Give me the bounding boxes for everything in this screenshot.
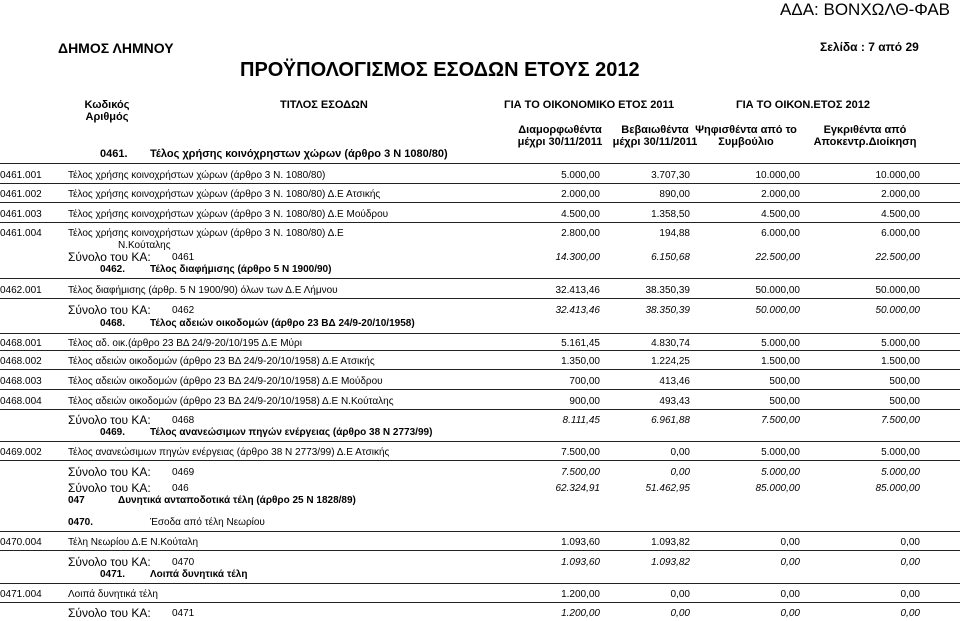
row-certified: 194,88 bbox=[659, 228, 690, 239]
total-label: Σύνολο του ΚΑ: bbox=[68, 250, 151, 264]
total-voted: 85.000,00 bbox=[755, 483, 800, 494]
row-divider bbox=[0, 183, 960, 184]
header-voted bbox=[686, 124, 806, 148]
total-label: Σύνολο του ΚΑ: bbox=[68, 481, 151, 495]
row-voted: 2.000,00 bbox=[761, 189, 800, 200]
group-title: Δυνητικά ανταποδοτικά τέλη (άρθρο 25 Ν 1828/89) bbox=[118, 495, 356, 506]
total-code: 0471 bbox=[172, 608, 195, 619]
total-code: 0469 bbox=[172, 467, 195, 478]
header-approved bbox=[805, 124, 925, 148]
row-divider bbox=[0, 550, 960, 551]
group-code: 0461. bbox=[100, 148, 128, 160]
header-certified-line1: Βεβαιωθέντα bbox=[621, 124, 689, 136]
row-description: Τέλη Νεωρίου Δ.Ε Ν.Κούταλη bbox=[68, 537, 199, 548]
row-divider bbox=[0, 409, 960, 410]
row-voted: 5.000,00 bbox=[761, 338, 800, 349]
row-code: 0470.004 bbox=[0, 537, 42, 548]
ada-code: ΑΔΑ: ΒΟΝΧΩΛΘ-ΦΑΒ bbox=[780, 0, 950, 19]
header-fy2011: ΓΙΑ ΤΟ ΟΙΚΟΝΟΜΙΚΟ ΕΤΟΣ 2011 bbox=[504, 99, 675, 111]
group-title: Τέλος ανανεώσιμων πηγών ενέργειας (άρθρο 38 Ν 2773/99) bbox=[150, 427, 433, 438]
row-approved: 10.000,00 bbox=[875, 170, 920, 181]
row-description: Τέλος χρήσης κοινοχρήστων χώρων (άρθρο 3 Ν. 1080/80) bbox=[68, 170, 326, 181]
total-certified: 51.462,95 bbox=[645, 483, 690, 494]
row-description: Τέλος αδειών οικοδομών (άρθρο 23 ΒΔ 24/9-20/10/1958) Δ.Ε Ατσικής bbox=[68, 356, 375, 367]
total-formed: 7.500,00 bbox=[561, 467, 600, 478]
row-certified: 493,43 bbox=[659, 396, 690, 407]
row-code: 0462.001 bbox=[0, 285, 42, 296]
row-divider bbox=[0, 350, 960, 351]
group-title: Τέλος διαφήμισης (άρθρο 5 Ν 1900/90) bbox=[150, 264, 332, 275]
total-certified: 38.350,39 bbox=[645, 305, 690, 316]
row-divider bbox=[0, 222, 960, 223]
header-voted-line2: Συμβούλιο bbox=[718, 136, 774, 148]
row-description: Τέλος χρήσης κοινοχρήστων χώρων (άρθρο 3 Ν. 1080/80) Δ.Ε bbox=[68, 228, 344, 239]
row-description: Τέλος ανανεώσιμων πηγών ενέργειας (άρθρο 38 Ν 2773/99) Δ.Ε Ατσικής bbox=[68, 447, 390, 458]
row-code: 0471.004 bbox=[0, 589, 42, 600]
row-formed: 4.500,00 bbox=[561, 209, 600, 220]
total-voted: 0,00 bbox=[780, 557, 800, 568]
row-description: Τέλος χρήσης κοινοχρήστων χώρων (άρθρο 3 Ν. 1080/80) Δ.Ε Μούδρου bbox=[68, 209, 389, 220]
total-approved: 50.000,00 bbox=[875, 305, 920, 316]
row-description: Τέλος αδειών οικοδομών (άρθρο 23 ΒΔ 24/9-20/10/1958) Δ.Ε Μούδρου bbox=[68, 376, 383, 387]
row-description: Τέλος διαφήμισης (άρθρ. 5 Ν 1900/90) όλων των Δ.Ε Λήμνου bbox=[68, 285, 338, 296]
row-certified: 1.093,82 bbox=[651, 537, 690, 548]
total-code: 0468 bbox=[172, 415, 195, 426]
row-certified: 890,00 bbox=[659, 189, 690, 200]
row-divider bbox=[0, 441, 960, 442]
total-certified: 6.150,68 bbox=[651, 252, 690, 263]
group-title: Τέλος αδειών οικοδομών (άρθρο 23 ΒΔ 24/9-20/10/1958) bbox=[150, 318, 415, 329]
row-approved: 0,00 bbox=[900, 537, 920, 548]
row-divider bbox=[0, 369, 960, 370]
row-voted: 6.000,00 bbox=[761, 228, 800, 239]
row-voted: 5.000,00 bbox=[761, 447, 800, 458]
row-certified: 1.224,25 bbox=[651, 356, 690, 367]
total-voted: 7.500,00 bbox=[761, 415, 800, 426]
row-code: 0468.004 bbox=[0, 396, 42, 407]
row-formed: 5.000,00 bbox=[561, 170, 600, 181]
group-title: Τέλος χρήσης κοινόχρηστων χώρων (άρθρο 3 Ν 1080/80) bbox=[150, 148, 448, 160]
row-description: Τέλος αδειών οικοδομών (άρθρο 23 ΒΔ 24/9-20/10/1958) Δ.Ε Ν.Κούταλης bbox=[68, 396, 394, 407]
total-approved: 0,00 bbox=[900, 557, 920, 568]
row-certified: 38.350,39 bbox=[645, 285, 690, 296]
total-approved: 5.000,00 bbox=[881, 467, 920, 478]
row-certified: 1.358,50 bbox=[651, 209, 690, 220]
row-divider bbox=[0, 298, 960, 299]
total-formed: 32.413,46 bbox=[555, 305, 600, 316]
row-description: Λοιπά δυνητικά τέλη bbox=[68, 589, 158, 600]
header-approved-line1: Εγκριθέντα από bbox=[823, 124, 907, 136]
total-label: Σύνολο του ΚΑ: bbox=[68, 606, 151, 620]
total-approved: 0,00 bbox=[900, 608, 920, 619]
total-approved: 22.500,00 bbox=[875, 252, 920, 263]
group-code: 0471. bbox=[100, 569, 126, 580]
total-certified: 1.093,82 bbox=[651, 557, 690, 568]
row-formed: 900,00 bbox=[569, 396, 600, 407]
total-label: Σύνολο του ΚΑ: bbox=[68, 555, 151, 569]
header-voted-line1: Ψηφισθέντα από το bbox=[695, 124, 797, 136]
group-code: 0462. bbox=[100, 264, 126, 275]
group-title: Λοιπά δυνητικά τέλη bbox=[150, 569, 248, 580]
group-code: 047 bbox=[68, 495, 85, 506]
row-certified: 4.830,74 bbox=[651, 338, 690, 349]
total-approved: 7.500,00 bbox=[881, 415, 920, 426]
row-divider bbox=[0, 602, 960, 603]
page-title: ΠΡΟΫΠΟΛΟΓΙΣΜΟΣ ΕΣΟΔΩΝ ΕΤΟΥΣ 2012 bbox=[240, 59, 640, 81]
header-formed-line2: μέχρι 30/11/2011 bbox=[517, 136, 603, 148]
row-description-continued: Ν.Κούταλης bbox=[118, 240, 171, 251]
row-formed: 1.350,00 bbox=[561, 356, 600, 367]
row-approved: 5.000,00 bbox=[881, 447, 920, 458]
row-voted: 0,00 bbox=[780, 537, 800, 548]
row-approved: 1.500,00 bbox=[881, 356, 920, 367]
total-label: Σύνολο του ΚΑ: bbox=[68, 413, 151, 427]
page-number: Σελίδα : 7 από 29 bbox=[820, 40, 919, 54]
row-formed: 7.500,00 bbox=[561, 447, 600, 458]
row-approved: 2.000,00 bbox=[881, 189, 920, 200]
total-formed: 8.111,45 bbox=[562, 415, 600, 426]
total-code: 0470 bbox=[172, 557, 195, 568]
row-divider bbox=[0, 278, 960, 279]
header-formed-line1: Διαμορφωθέντα bbox=[518, 124, 602, 136]
row-code: 0468.003 bbox=[0, 376, 42, 387]
row-approved: 4.500,00 bbox=[881, 209, 920, 220]
row-formed: 2.800,00 bbox=[561, 228, 600, 239]
total-formed: 1.200,00 bbox=[561, 608, 600, 619]
total-formed: 1.093,60 bbox=[561, 557, 600, 568]
row-voted: 10.000,00 bbox=[755, 170, 800, 181]
row-formed: 5.161,45 bbox=[561, 338, 600, 349]
total-code: 0462 bbox=[172, 305, 195, 316]
row-certified: 413,46 bbox=[659, 376, 690, 387]
header-formed bbox=[505, 124, 615, 148]
total-voted: 5.000,00 bbox=[761, 467, 800, 478]
total-voted: 50.000,00 bbox=[755, 305, 800, 316]
total-certified: 0,00 bbox=[670, 467, 690, 478]
group-code: 0468. bbox=[100, 318, 126, 329]
row-formed: 700,00 bbox=[569, 376, 600, 387]
row-approved: 0,00 bbox=[900, 589, 920, 600]
row-code: 0461.004 bbox=[0, 228, 42, 239]
total-voted: 22.500,00 bbox=[755, 252, 800, 263]
total-label: Σύνολο του ΚΑ: bbox=[68, 303, 151, 317]
header-code-line2: Αριθμός bbox=[85, 111, 129, 123]
row-description: Τέλος αδ. οικ.(άρθρο 23 ΒΔ 24/9-20/10/195 Δ.Ε Μύρι bbox=[68, 338, 302, 349]
header-fy2012: ΓΙΑ ΤΟ ΟΙΚΟΝ.ΕΤΟΣ 2012 bbox=[736, 99, 870, 111]
total-code: 046 bbox=[172, 483, 189, 494]
row-approved: 6.000,00 bbox=[881, 228, 920, 239]
total-approved: 85.000,00 bbox=[875, 483, 920, 494]
row-divider bbox=[0, 531, 960, 532]
row-voted: 1.500,00 bbox=[761, 356, 800, 367]
row-divider bbox=[0, 202, 960, 203]
row-voted: 500,00 bbox=[769, 396, 800, 407]
row-code: 0468.001 bbox=[0, 338, 42, 349]
row-divider bbox=[0, 460, 960, 461]
row-certified: 0,00 bbox=[670, 447, 690, 458]
total-formed: 62.324,91 bbox=[555, 483, 600, 494]
header-divider bbox=[0, 163, 960, 164]
group-title: Έσοδα από τέλη Νεωρίου bbox=[150, 517, 265, 528]
header-code bbox=[72, 99, 142, 123]
group-code: 0469. bbox=[100, 427, 126, 438]
row-formed: 1.200,00 bbox=[561, 589, 600, 600]
row-divider bbox=[0, 333, 960, 334]
total-formed: 14.300,00 bbox=[555, 252, 600, 263]
total-certified: 6.961,88 bbox=[651, 415, 690, 426]
row-code: 0469.002 bbox=[0, 447, 42, 458]
row-approved: 5.000,00 bbox=[881, 338, 920, 349]
total-label: Σύνολο του ΚΑ: bbox=[68, 465, 151, 479]
row-divider bbox=[0, 583, 960, 584]
row-code: 0461.002 bbox=[0, 189, 42, 200]
row-code: 0461.001 bbox=[0, 170, 42, 181]
row-approved: 500,00 bbox=[889, 376, 920, 387]
row-certified: 0,00 bbox=[670, 589, 690, 600]
row-formed: 1.093,60 bbox=[561, 537, 600, 548]
row-code: 0468.002 bbox=[0, 356, 42, 367]
row-description: Τέλος χρήσης κοινοχρήστων χώρων (άρθρο 3 Ν. 1080/80) Δ.Ε Ατσικής bbox=[68, 189, 381, 200]
total-certified: 0,00 bbox=[670, 608, 690, 619]
row-certified: 3.707,30 bbox=[651, 170, 690, 181]
header-code-line1: Κωδικός bbox=[84, 99, 130, 111]
row-voted: 50.000,00 bbox=[755, 285, 800, 296]
row-approved: 50.000,00 bbox=[875, 285, 920, 296]
row-formed: 2.000,00 bbox=[561, 189, 600, 200]
municipality-name: ΔΗΜΟΣ ΛΗΜΝΟΥ bbox=[58, 40, 174, 56]
row-code: 0461.003 bbox=[0, 209, 42, 220]
row-voted: 4.500,00 bbox=[761, 209, 800, 220]
header-certified-line2: μέχρι 30/11/2011 bbox=[612, 136, 698, 148]
header-approved-line2: Αποκεντρ.Διοίκηση bbox=[813, 136, 917, 148]
total-voted: 0,00 bbox=[780, 608, 800, 619]
row-divider bbox=[0, 389, 960, 390]
group-code: 0470. bbox=[68, 517, 94, 528]
row-voted: 0,00 bbox=[780, 589, 800, 600]
total-code: 0461 bbox=[172, 252, 195, 263]
row-formed: 32.413,46 bbox=[555, 285, 600, 296]
header-title: ΤΙΤΛΟΣ ΕΣΟΔΩΝ bbox=[280, 99, 368, 111]
row-approved: 500,00 bbox=[889, 396, 920, 407]
row-voted: 500,00 bbox=[769, 376, 800, 387]
